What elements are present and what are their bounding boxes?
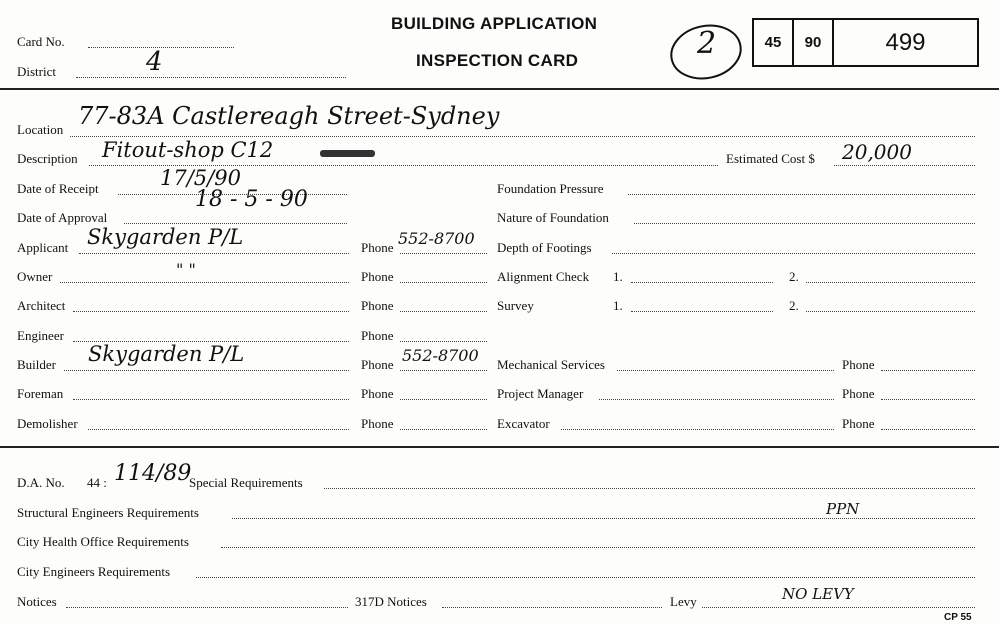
alignment-label: Alignment Check <box>497 269 590 284</box>
depth-footings-label: Depth of Footings <box>497 240 592 255</box>
builder-label: Builder <box>17 357 56 372</box>
317d-notices-label: 317D Notices <box>355 594 427 609</box>
foreman-phone-label: Phone <box>361 386 394 401</box>
survey-2-label: 2. <box>789 298 799 313</box>
district-value: 4 <box>146 47 163 77</box>
builder-value: Skygarden P/L <box>88 342 245 366</box>
applicant-dotted-line <box>79 253 349 254</box>
nature-foundation-label: Nature of Foundation <box>497 210 609 225</box>
foreman-dotted-line <box>73 399 349 400</box>
structural-requirements-label: Structural Engineers Requirements <box>17 505 199 520</box>
health-requirements-dotted-line <box>221 547 975 548</box>
special-requirements-label: Special Requirements <box>189 475 303 490</box>
alignment-2-label: 2. <box>789 269 799 284</box>
architect-dotted-line <box>73 311 349 312</box>
date-approval-value: 18 - 5 - 90 <box>195 187 308 212</box>
estimated-cost-label: Estimated Cost $ <box>726 151 815 166</box>
ref-cell-2: 90 <box>804 34 822 51</box>
structural-requirements-dotted-line <box>232 518 975 519</box>
da-no-prefix: 44 : <box>87 475 107 490</box>
demolisher-phone-label: Phone <box>361 416 394 431</box>
project-manager-phone-label: Phone <box>842 386 875 401</box>
depth-footings-dotted-line <box>612 253 975 254</box>
section-divider <box>0 446 999 448</box>
engineer-phone-dotted-line <box>400 341 487 342</box>
ref-cell-3: 499 <box>885 28 926 56</box>
estimated-cost-dotted-line <box>834 165 975 166</box>
foundation-pressure-dotted-line <box>628 194 975 195</box>
title-line2: INSPECTION CARD <box>416 51 579 70</box>
builder-phone-value: 552-8700 <box>402 346 479 365</box>
notices-label: Notices <box>17 594 57 609</box>
levy-label: Levy <box>670 594 697 609</box>
header-divider <box>0 88 999 90</box>
mechanical-dotted-line <box>617 370 834 371</box>
mechanical-phone-dotted-line <box>881 370 975 371</box>
foreman-phone-dotted-line <box>400 399 487 400</box>
project-manager-label: Project Manager <box>497 386 584 401</box>
survey-label: Survey <box>497 298 534 313</box>
district-dotted-line <box>76 77 346 78</box>
location-value: 77-83A Castlereagh Street-Sydney <box>78 102 500 130</box>
owner-phone-dotted-line <box>400 282 487 283</box>
card-no-label: Card No. <box>17 34 65 49</box>
da-no-label: D.A. No. <box>17 475 65 490</box>
builder-phone-label: Phone <box>361 357 394 372</box>
owner-phone-label: Phone <box>361 269 394 284</box>
engineer-phone-label: Phone <box>361 328 394 343</box>
excavator-dotted-line <box>561 429 834 430</box>
architect-phone-label: Phone <box>361 298 394 313</box>
survey-1-label: 1. <box>613 298 623 313</box>
estimated-cost-value: 20,000 <box>842 140 912 164</box>
date-approval-dotted-line <box>124 223 347 224</box>
architect-label: Architect <box>17 298 66 313</box>
mechanical-phone-label: Phone <box>842 357 875 372</box>
317d-notices-dotted-line <box>442 607 662 608</box>
applicant-phone-label: Phone <box>361 240 394 255</box>
alignment-1-label: 1. <box>613 269 623 284</box>
project-manager-phone-dotted-line <box>881 399 975 400</box>
excavator-phone-dotted-line <box>881 429 975 430</box>
applicant-value: Skygarden P/L <box>87 225 244 249</box>
owner-value: " " <box>176 260 196 279</box>
location-label: Location <box>17 122 64 137</box>
circled-mark-value: 2 <box>697 26 717 61</box>
excavator-label: Excavator <box>497 416 550 431</box>
engineer-label: Engineer <box>17 328 64 343</box>
structural-requirements-value: PPN <box>826 500 860 518</box>
applicant-label: Applicant <box>17 240 69 255</box>
reference-number-box <box>752 18 979 67</box>
alignment-1-dotted-line <box>631 282 773 283</box>
notices-dotted-line <box>66 607 348 608</box>
date-approval-label: Date of Approval <box>17 210 108 225</box>
demolisher-label: Demolisher <box>17 416 78 431</box>
description-value: Fitout-shop C12 <box>102 138 274 162</box>
foreman-label: Foreman <box>17 386 64 401</box>
owner-dotted-line <box>60 282 349 283</box>
health-requirements-label: City Health Office Requirements <box>17 534 189 549</box>
form-code: CP 55 <box>944 612 972 623</box>
levy-dotted-line <box>702 607 975 608</box>
demolisher-dotted-line <box>88 429 349 430</box>
da-no-value: 114/89 <box>114 461 192 486</box>
struck-out-scribble <box>320 150 375 157</box>
architect-phone-dotted-line <box>400 311 487 312</box>
project-manager-dotted-line <box>599 399 834 400</box>
survey-1-dotted-line <box>631 311 773 312</box>
ref-cell-1: 45 <box>764 34 782 51</box>
title-line1: BUILDING APPLICATION <box>391 14 598 33</box>
alignment-2-dotted-line <box>806 282 975 283</box>
district-label: District <box>17 64 56 79</box>
foundation-pressure-label: Foundation Pressure <box>497 181 604 196</box>
city-engineers-requirements-label: City Engineers Requirements <box>17 564 171 579</box>
date-receipt-value: 17/5/90 <box>160 166 241 190</box>
owner-label: Owner <box>17 269 53 284</box>
applicant-phone-dotted-line <box>400 253 487 254</box>
city-engineers-requirements-dotted-line <box>196 577 975 578</box>
date-receipt-label: Date of Receipt <box>17 181 99 196</box>
special-requirements-dotted-line <box>324 488 975 489</box>
builder-dotted-line <box>64 370 349 371</box>
excavator-phone-label: Phone <box>842 416 875 431</box>
applicant-phone-value: 552-8700 <box>398 229 475 248</box>
mechanical-label: Mechanical Services <box>497 357 605 372</box>
levy-value: NO LEVY <box>782 585 854 603</box>
description-label: Description <box>17 151 78 166</box>
demolisher-phone-dotted-line <box>400 429 487 430</box>
location-dotted-line <box>70 136 975 137</box>
survey-2-dotted-line <box>806 311 975 312</box>
builder-phone-dotted-line <box>400 370 487 371</box>
nature-foundation-dotted-line <box>634 223 975 224</box>
